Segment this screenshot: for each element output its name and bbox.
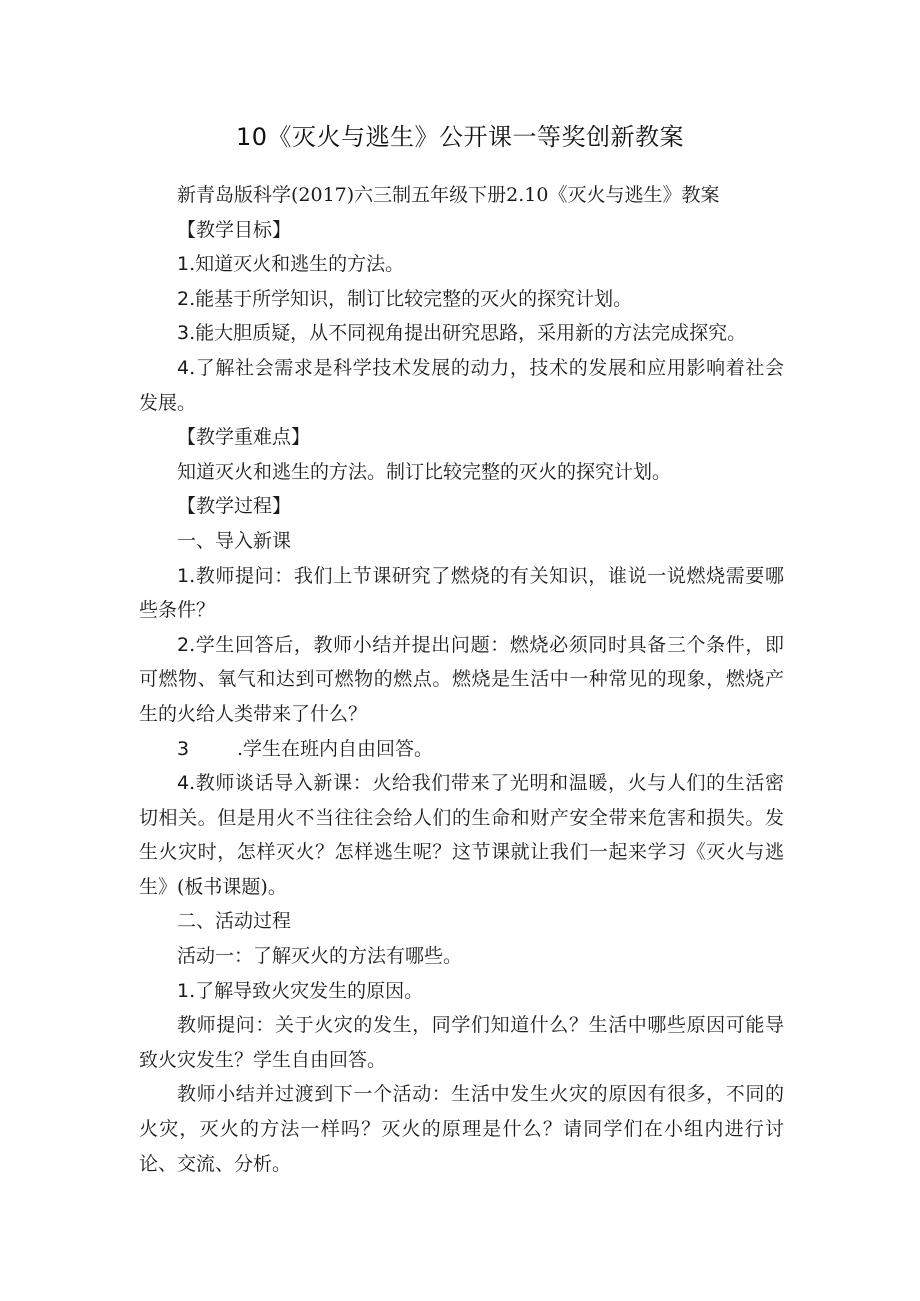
part1-item: 4.教师谈话导入新课：火给我们带来了光明和温暖，火与人们的生活密切相关。但是用火不当往往会给人们的生命和财产安全带来危害和损失。发生火灾时，怎样灭火？怎样逃生呢？这节课就让我们一起来学习《灭火与逃生》(板书课题)。 xyxy=(139,772,784,898)
goals-heading: 【教学目标】 xyxy=(177,218,292,241)
goal-item: 1.知道灭火和逃生的方法。 xyxy=(177,253,405,276)
activity1-step: 1.了解导致火灾发生的原因。 xyxy=(177,979,424,1002)
part1-item: 2.学生回答后，教师小结并提出问题：燃烧必须同时具备三个条件，即可燃物、氧气和达到可燃物的燃点。燃烧是生活中一种常见的现象，燃烧产生的火给人类带来了什么？ xyxy=(139,633,784,725)
part1-heading: 一、导入新课 xyxy=(177,529,292,552)
part1-item: 3 .学生在班内自由回答。 xyxy=(177,737,434,760)
goal-item: 3.能大胆质疑，从不同视角提出研究思路，采用新的方法完成探究。 xyxy=(177,322,747,345)
document-title: 10《灭火与逃生》公开课一等奖创新教案 xyxy=(235,123,685,151)
teacher-question: 教师提问：关于火灾的发生，同学们知道什么？生活中哪些原因可能导致火灾发生？学生自由回答。 xyxy=(139,1014,784,1071)
key-points-heading: 【教学重难点】 xyxy=(177,426,311,449)
process-heading: 【教学过程】 xyxy=(177,495,292,518)
activity1-title: 活动一：了解灭火的方法有哪些。 xyxy=(177,945,463,968)
part2-heading: 二、活动过程 xyxy=(177,910,292,933)
key-points-text: 知道灭火和逃生的方法。制订比较完整的灭火的探究计划。 xyxy=(177,460,672,483)
goal-item: 2.能基于所学知识，制订比较完整的灭火的探究计划。 xyxy=(177,287,633,310)
subtitle: 新青岛版科学(2017)六三制五年级下册2.10《灭火与逃生》教案 xyxy=(177,184,720,206)
part1-item: 1.教师提问：我们上节课研究了燃烧的有关知识，谁说一说燃烧需要哪些条件？ xyxy=(139,564,784,622)
document-body xyxy=(139,178,784,1181)
teacher-summary: 教师小结并过渡到下一个活动：生活中发生火灾的原因有很多，不同的火灾，灭火的方法一样吗？灭火的原理是什么？请同学们在小组内进行讨论、交流、分析。 xyxy=(139,1083,784,1175)
goal-item: 4.了解社会需求是科学技术发展的动力，技术的发展和应用影响着社会发展。 xyxy=(139,356,784,414)
